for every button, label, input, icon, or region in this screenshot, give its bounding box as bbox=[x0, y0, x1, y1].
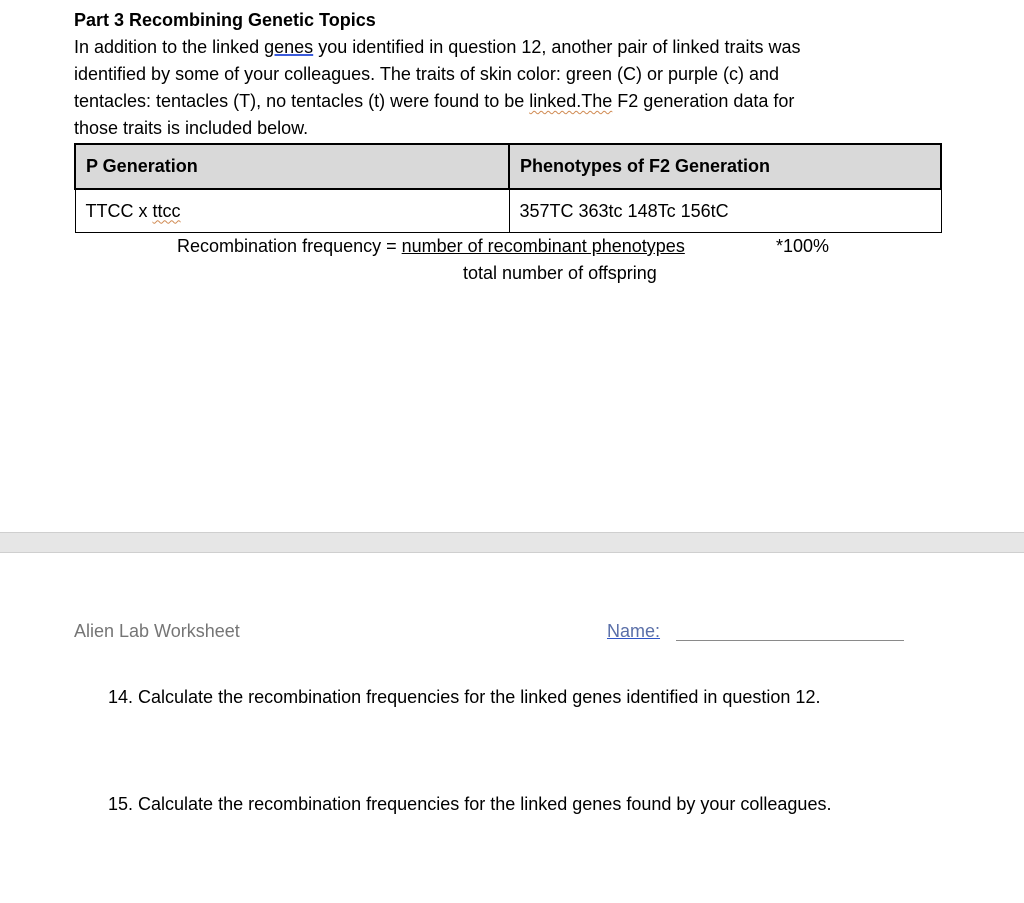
recombination-formula bbox=[177, 233, 830, 259]
section-heading: Part 3 Recombining Genetic Topics bbox=[74, 10, 376, 30]
cross-text: TTCC x bbox=[85, 200, 153, 221]
table-header-row bbox=[75, 144, 941, 189]
paragraph-line bbox=[74, 34, 954, 61]
column-header-p-generation: P Generation bbox=[75, 144, 509, 189]
worksheet-header-title: Alien Lab Worksheet bbox=[74, 621, 240, 641]
column-header-f2-phenotypes: Phenotypes of F2 Generation bbox=[509, 144, 941, 189]
paragraph-line: identified by some of your colleagues. The traits of skin color: green (C) or purple (c) and bbox=[74, 64, 780, 84]
intro-paragraph bbox=[74, 34, 954, 142]
page-break-divider bbox=[0, 532, 1024, 553]
phenotypes-cell[interactable]: 357TC 363tc 148Tc 156tC bbox=[509, 189, 941, 233]
paragraph-line bbox=[74, 88, 954, 115]
formula-numerator: number of recombinant phenotypes bbox=[401, 236, 685, 256]
paragraph-line: those traits is included below. bbox=[74, 118, 309, 138]
generation-table bbox=[74, 143, 942, 233]
name-label: Name: bbox=[607, 621, 661, 641]
formula-multiplier: *100% bbox=[776, 236, 830, 256]
name-field-line[interactable] bbox=[676, 640, 904, 641]
spelling-flagged-word[interactable]: ttcc bbox=[152, 200, 181, 221]
formula-lhs: Recombination frequency = bbox=[177, 236, 402, 256]
cross-cell[interactable] bbox=[75, 189, 509, 233]
table-row bbox=[75, 189, 941, 233]
text-run: you identified in question 12, another pair of linked traits was bbox=[313, 37, 801, 57]
question-14: 14. Calculate the recombination frequencies for the linked genes identified in question 12. bbox=[108, 687, 821, 707]
text-run: tentacles: tentacles (T), no tentacles (t) were found to be bbox=[74, 91, 530, 111]
grammar-flagged-word[interactable]: genes bbox=[264, 37, 314, 57]
question-15: 15. Calculate the recombination frequencies for the linked genes found by your colleagues. bbox=[108, 794, 832, 814]
spelling-flagged-word[interactable]: linked.The bbox=[529, 91, 613, 111]
text-run: In addition to the linked bbox=[74, 37, 265, 57]
formula-denominator: total number of offspring bbox=[463, 263, 657, 283]
text-run: F2 generation data for bbox=[612, 91, 795, 111]
